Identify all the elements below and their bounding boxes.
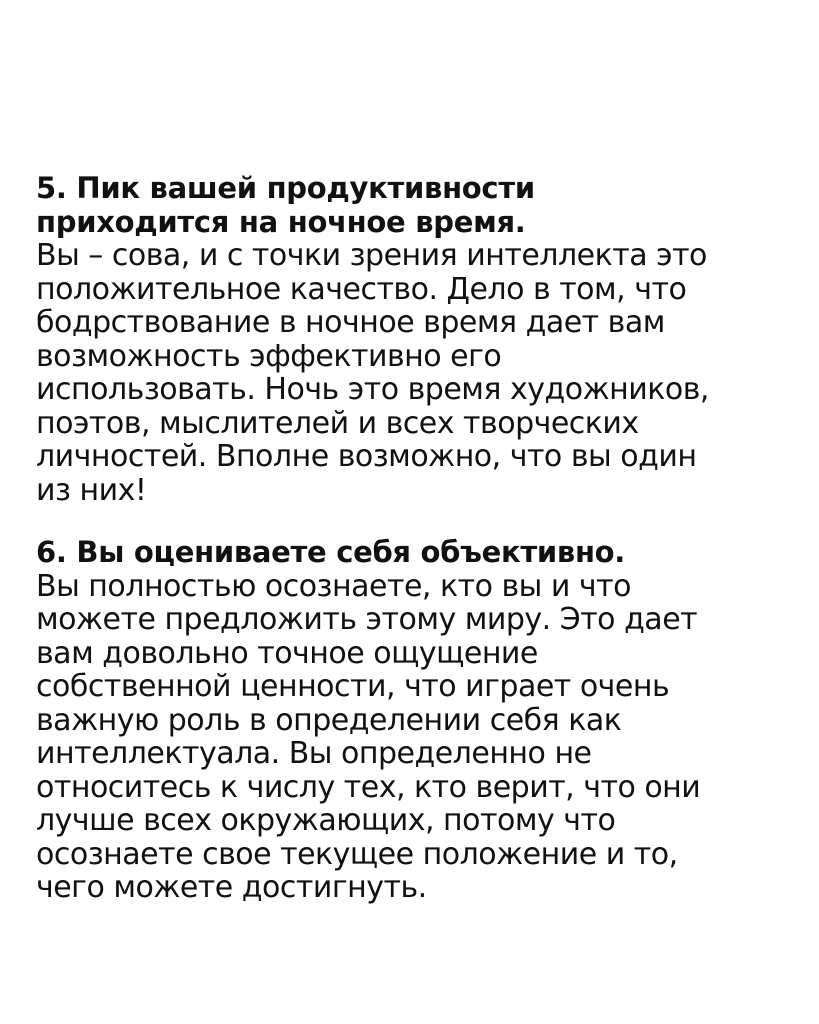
body-line: собственной ценности, что играет очень [36,669,670,704]
body-line: лучше всех окружающих, потому что [36,803,616,838]
body-line: положительное качество. Дело в том, что [36,271,687,307]
body-line: Вы полностью осознаете, кто вы и что [36,568,631,604]
body-line: поэтов, мыслителей и всех творческих [36,405,639,441]
heading-line: 5. Пик вашей продуктивности [36,171,535,205]
section-body [36,570,796,905]
heading-line: 6. Вы оцениваете себя объективно. [36,535,626,569]
section-heading [36,536,796,570]
body-line: важную роль в определении себя как [36,702,622,738]
body-line: Вы – сова, и с точки зрения интеллекта это [36,238,707,273]
body-line: интеллектуала. Вы определенно не [36,736,592,771]
section-5 [36,172,796,507]
section-6 [36,536,796,905]
body-line: можете предложить этому миру. Это дает [36,602,698,637]
body-line: использовать. Ночь это время художников, [36,372,709,407]
section-heading [36,172,796,239]
body-line: относитесь к числу тех, кто верит, что они [36,769,701,805]
heading-line: приходится на ночное время. [36,204,526,239]
body-line: вам довольно точное ощущение [36,635,538,671]
body-line: личностей. Вполне возможно, что вы один [36,439,697,474]
body-line: бодрствование в ночное время дает вам [36,305,665,340]
body-line: чего можете достигнуть. [36,870,427,905]
section-body [36,239,796,507]
body-line: осознаете свое текущее положение и то, [36,836,678,872]
body-line: из них! [36,472,147,508]
body-line: возможность эффективно его [36,338,502,374]
